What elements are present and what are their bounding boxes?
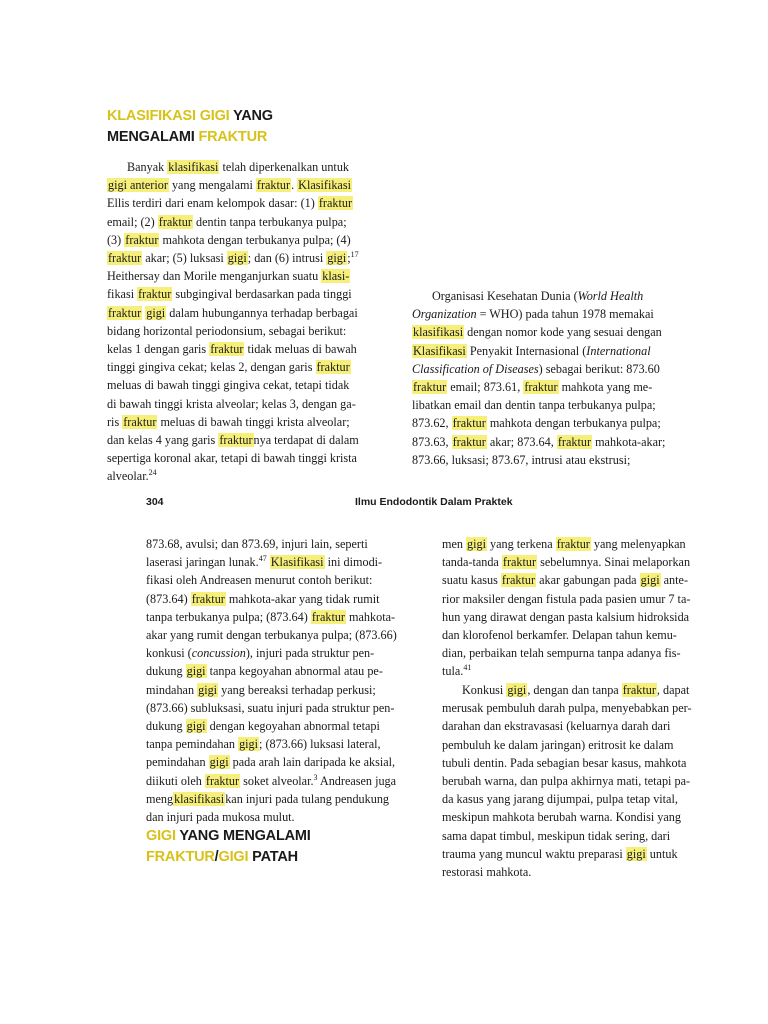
text-line: suatu kasus fraktur akar gabungan pada gigi ante- (442, 573, 688, 588)
text-line: Organization = WHO) pada tahun 1978 memakai (412, 307, 654, 322)
text-line: fraktur akar; (5) luksasi gigi; dan (6) intrusi gigi;$^{17}$ (108, 249, 359, 266)
text-line: dan klorofenol berkamfer. Delapan tahun kemu- (442, 628, 677, 643)
text-line: Konkusi gigi, dengan dan tanpa fraktur, dapat (462, 683, 690, 697)
top-section-heading (107, 106, 407, 148)
text-line: fraktur email; 873.61, fraktur mahkota yang me- (413, 380, 653, 395)
text-line: pembuluh ke dalam jaringan) eritrosit ke dalam (442, 737, 674, 752)
bottom-section-heading (146, 826, 426, 868)
top-left-paragraph (107, 158, 385, 486)
text-line: fikasi oleh Andreasen menurut contoh berikut: (146, 573, 373, 588)
text-line: merusak pembuluh darah pulpa, menyebabkan per- (442, 701, 692, 716)
text-line: diikuti oleh fraktur soket alveolar.$^3$ Andreasen juga (146, 772, 397, 788)
text-line: mindahan gigi yang bereaksi terhadap perkusi; (146, 682, 376, 697)
text-line: (3) fraktur mahkota dengan terbukanya pulpa; (4) (107, 232, 351, 247)
text-line: dian, perbaikan telah sempurna tanpa adanya fis- (442, 646, 681, 661)
bottom-right-paragraph-1 (442, 535, 714, 681)
text-line: berubah warna, dan pulpa akhirnya mati, tetapi pa- (442, 774, 691, 789)
text-line: Heithersay dan Morile menganjurkan suatu klasi- (107, 269, 350, 284)
text-line: 873.63, fraktur akar; 873.64, fraktur mahkota-akar; (412, 434, 666, 449)
page-number: 304 (146, 496, 164, 508)
text-line: Banyak klasifikasi telah diperkenalkan untuk (127, 160, 350, 174)
bottom-right-paragraph-2 (442, 681, 714, 881)
text-line: bidang horizontal periodonsium, sebagai berikut: (107, 323, 347, 338)
text-line: men gigi yang terkena fraktur yang melenyapkan (442, 537, 686, 551)
text-line: email; (2) fraktur dentin tanpa terbukanya pulpa; (107, 214, 347, 229)
text-line: tula.$^{41}$ (442, 663, 472, 679)
text-line: meluas di bawah tinggi gingiva cekat, tetapi tidak (107, 378, 350, 393)
running-title: Ilmu Endodontik Dalam Praktek (355, 496, 513, 508)
text-line: (873.64) fraktur mahkota-akar yang tidak rumit (146, 591, 380, 606)
text-line: sepertiga koronal akar, tetapi di bawah tinggi krista (107, 451, 357, 466)
text-line: pemindahan gigi pada arah lain daripada ke aksial, (146, 755, 396, 770)
text-line: Klasifikasi Penyakit Internasional (International (413, 343, 651, 358)
text-line: tubuli dentin. Pada sebagian besar kasus, mahkota (442, 755, 687, 770)
text-line: hun yang dirawat dengan pasta kalsium hidroksida (442, 609, 690, 624)
text-line: dan kelas 4 yang garis frakturnya terdapat di dalam (107, 433, 359, 448)
text-line: dukung gigi dengan kegoyahan abnormal tetapi (146, 719, 380, 734)
text-line: dan injuri pada mukosa mulut. (146, 810, 295, 825)
text-line: tinggi gingiva cekat; kelas 2, dengan garis fraktur (107, 360, 350, 375)
text-line: da kasus yang jarang dijumpai, pulpa tetap vital, (442, 792, 678, 807)
text-line: tanda-tanda fraktur sebelumnya. Sinai melaporkan (442, 555, 691, 570)
text-line: klasifikasi dengan nomor kode yang sesuai dengan (413, 325, 662, 340)
text-line: 873.66, luksasi; 873.67, intrusi atau ekstrusi; (412, 452, 631, 467)
text-line: restorasi mahkota. (442, 865, 532, 880)
text-line: Classification of Diseases) sebagai berikut: 873.60 (412, 361, 660, 376)
heading-line: MENGALAMI FRAKTUR (107, 129, 268, 145)
text-line: sama dapat timbul, meskipun tidak sering, dari (442, 828, 671, 843)
text-line: ris fraktur meluas di bawah tinggi krista alveolar; (107, 414, 350, 429)
text-line: fikasi fraktur subgingival berdasarkan pada tinggi (107, 287, 352, 302)
text-line: 873.68, avulsi; dan 873.69, injuri lain, seperti (146, 537, 368, 551)
text-line: konkusi (concussion), injuri pada struktur pen- (146, 646, 375, 661)
heading-line: FRAKTUR/GIGI PATAH (146, 849, 298, 865)
text-line: kelas 1 dengan garis fraktur tidak meluas di bawah (107, 342, 357, 357)
text-line: 873.62, fraktur mahkota dengan terbukanya pulpa; (412, 416, 661, 431)
text-line: Organisasi Kesehatan Dunia (World Health (432, 289, 644, 303)
text-line: tanpa terbukanya pulpa; (873.64) fraktur mahkota- (146, 609, 396, 624)
text-line: mengklasifikasikan injuri pada tulang pendukung (146, 791, 390, 806)
text-line: Ellis terdiri dari enam kelompok dasar: (1) fraktur (107, 196, 353, 211)
text-line: libatkan email dan dentin tanpa terbukanya pulpa; (412, 398, 656, 413)
text-line: tanpa pemindahan gigi; (873.66) luksasi lateral, (146, 737, 381, 752)
text-line: laserasi jaringan lunak.$^{47}$ Klasifikasi ini dimodi- (146, 554, 383, 570)
text-line: meskipun mahkota berubah warna. Kondisi yang (442, 810, 681, 825)
text-line: trauma yang muncul waktu preparasi gigi untuk (442, 846, 678, 861)
text-line: darahan dan ekstravasasi (keluarnya darah dari (442, 719, 671, 734)
text-line: dukung gigi tanpa kegoyahan abnormal atau pe- (146, 664, 383, 679)
text-line: rior maksiler dengan fistula pada pasien umur 7 ta- (442, 591, 691, 606)
text-line: (873.66) subluksasi, suatu injuri pada struktur pen- (146, 700, 395, 715)
text-line: gigi anterior yang mengalami fraktur. Klasifikasi (108, 178, 351, 193)
bottom-left-paragraph (146, 535, 416, 826)
text-line: alveolar.$^{24}$ (107, 468, 157, 484)
text-line: di bawah tinggi krista alveolar; kelas 3, dengan ga- (107, 396, 356, 411)
heading-line: GIGI YANG MENGALAMI (146, 828, 311, 844)
text-line: fraktur gigi dalam hubungannya terhadap berbagai (108, 305, 358, 320)
text-line: akar yang rumit dengan terbukanya pulpa; (873.66) (146, 628, 397, 643)
top-right-paragraph (412, 287, 700, 469)
heading-line: KLASIFIKASI GIGI YANG (107, 108, 273, 124)
